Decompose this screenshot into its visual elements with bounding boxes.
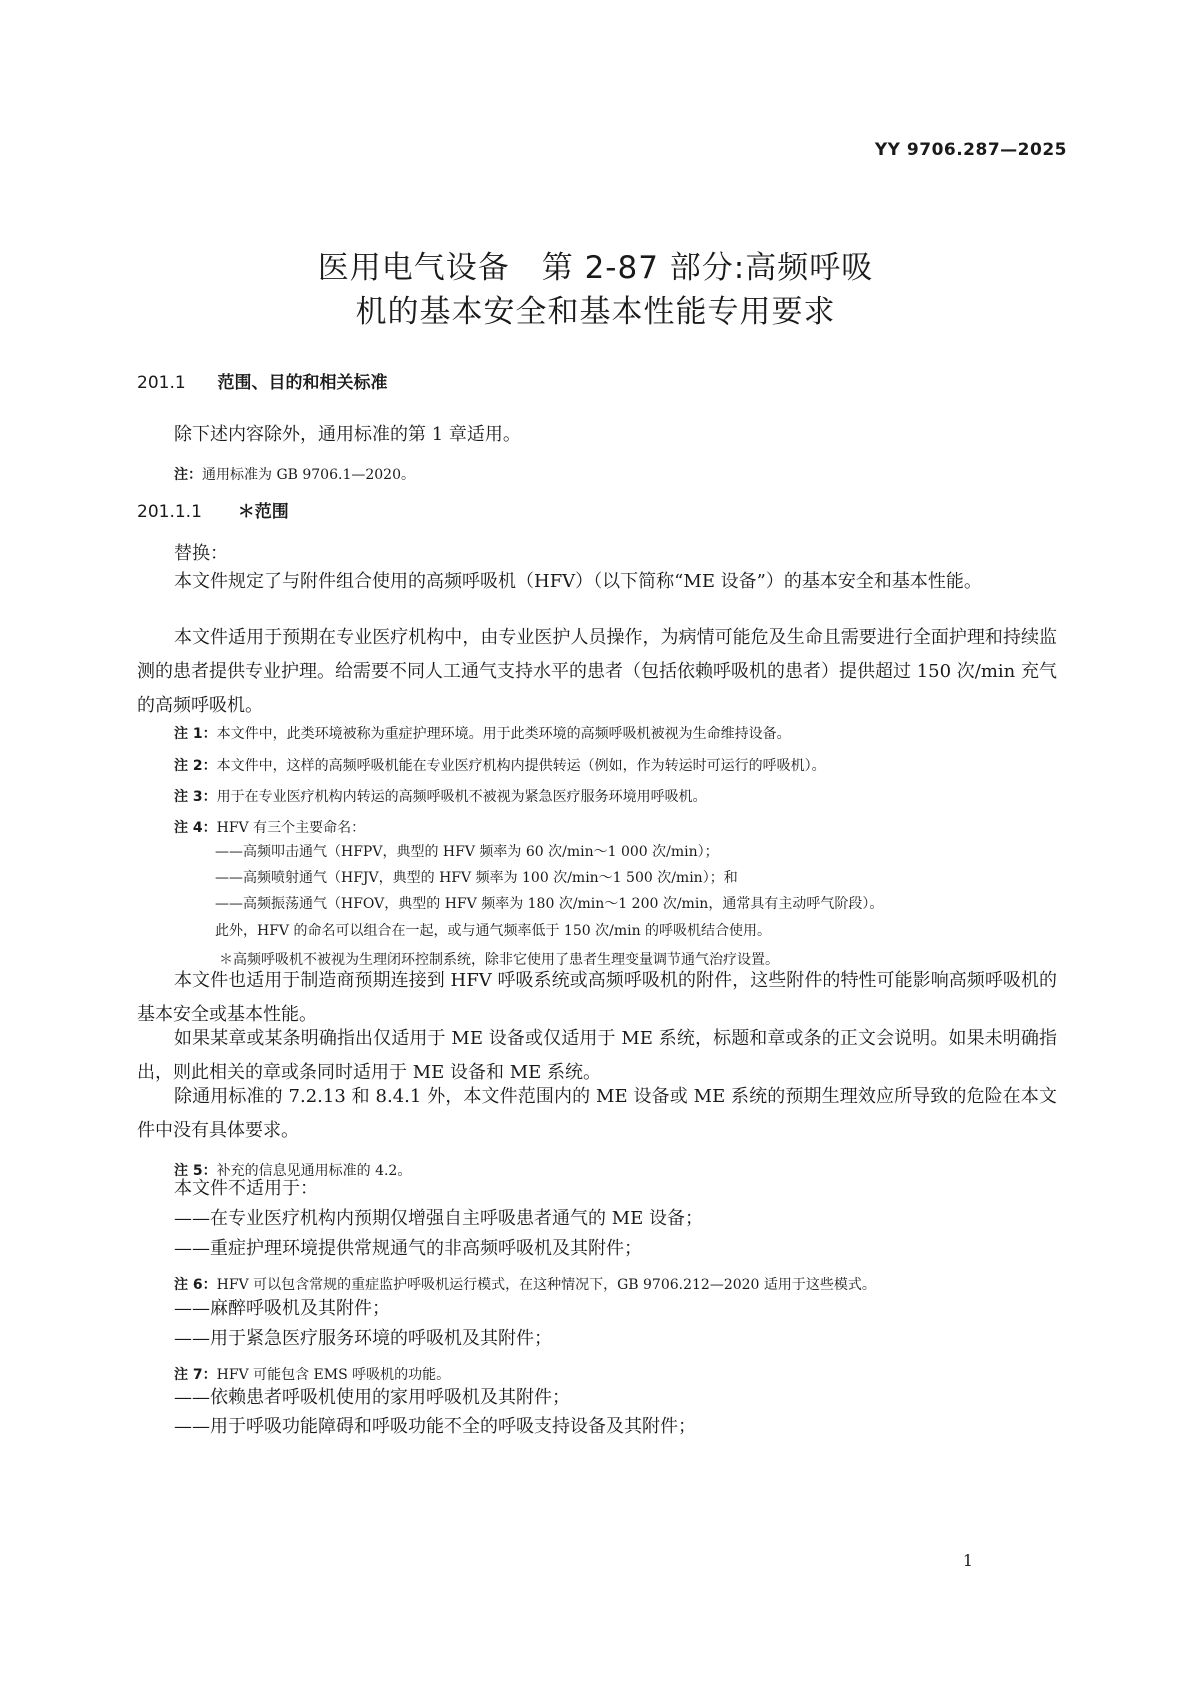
note-text: 本文件中，此类环境被称为重症护理环境。用于此类环境的高频呼吸机被视为生命维持设备。	[216, 726, 791, 742]
list-item: ——麻醉呼吸机及其附件；	[174, 1298, 390, 1319]
paragraph-3: 本文件也适用于制造商预期连接到 HFV 呼吸系统或高频呼吸机的附件，这些附件的特性可能影响高频呼吸机的基本安全或基本性能。	[137, 970, 1057, 1025]
note-4-extra: 此外，HFV 的命名可以组合在一起，或与通气频率低于 150 次/min 的呼吸机结合使用。	[215, 923, 772, 939]
paragraph: 除下述内容除外，通用标准的第 1 章适用。	[174, 424, 521, 445]
section-number: 201.1.1	[137, 502, 202, 522]
section-number: 201.1	[137, 373, 186, 393]
standard-code: YY 9706.287—2025	[874, 140, 1067, 160]
note-4-item: ——高频振荡通气（HFOV，典型的 HFV 频率为 180 次/min～1 200 次/min，通常具有主动呼气阶段）。	[215, 896, 884, 912]
note-label: 注 3：	[174, 789, 217, 805]
note-text: 通用标准为 GB 9706.1—2020。	[202, 467, 415, 483]
paragraph-2: 本文件适用于预期在专业医疗机构中，由专业医护人员操作，为病情可能危及生命且需要进行全面护理和持续监测的患者提供专业护理。给需要不同人工通气支持水平的患者（包括依赖呼吸机的患者）提供超过 150 次/min 充气的高频呼吸机。	[137, 627, 1057, 716]
section-heading-201-1	[137, 368, 388, 393]
note-text: 补充的信息见通用标准的 4.2。	[216, 1163, 412, 1179]
note-1	[174, 717, 791, 751]
document-title-line-1: 医用电气设备 第 2-87 部分:高频呼吸	[317, 250, 874, 286]
list-item: ——重症护理环境提供常规通气的非高频呼吸机及其附件；	[174, 1238, 642, 1259]
note-4-star: ＊高频呼吸机不被视为生理闭环控制系统，除非它使用了患者生理变量调节通气治疗设置。	[219, 952, 779, 968]
replace-label: 替换：	[174, 543, 228, 564]
list-item: ——在专业医疗机构内预期仅增强自主呼吸患者通气的 ME 设备；	[174, 1208, 704, 1229]
note	[174, 458, 415, 492]
list-item: ——用于呼吸功能障碍和呼吸功能不全的呼吸支持设备及其附件；	[174, 1416, 696, 1437]
note-text: HFV 可以包含常规的重症监护呼吸机运行模式，在这种情况下，GB 9706.212—2020 适用于这些模式。	[216, 1277, 876, 1293]
paragraph-4: 如果某章或某条明确指出仅适用于 ME 设备或仅适用于 ME 系统，标题和章或条的正文会说明。如果未明确指出，则此相关的章或条同时适用于 ME 设备和 ME 系统。	[137, 1028, 1057, 1083]
note-4-item: ——高频叩击通气（HFPV，典型的 HFV 频率为 60 次/min～1 000 次/min）；	[215, 844, 719, 860]
note-text: 用于在专业医疗机构内转运的高频呼吸机不被视为紧急医疗服务环境用呼吸机。	[216, 789, 707, 805]
note-text: HFV 可能包含 EMS 呼吸机的功能。	[216, 1367, 451, 1383]
document-title-line-2: 机的基本安全和基本性能专用要求	[355, 294, 836, 330]
note-label: 注 7：	[174, 1367, 217, 1383]
list-item: ——用于紧急医疗服务环境的呼吸机及其附件；	[174, 1328, 552, 1349]
note-text: HFV 有三个主要命名：	[216, 820, 366, 836]
note-label: 注 5：	[174, 1163, 217, 1179]
note-label: 注 2：	[174, 758, 217, 774]
note-label: 注 1：	[174, 726, 217, 742]
note-text: 本文件中，这样的高频呼吸机能在专业医疗机构内提供转运（例如，作为转运时可运行的呼吸机）。	[216, 758, 826, 774]
note-label: 注：	[174, 467, 202, 483]
paragraph-5: 除通用标准的 7.2.13 和 8.4.1 外，本文件范围内的 ME 设备或 ME 系统的预期生理效应所导致的危险在本文件中没有具体要求。	[137, 1086, 1057, 1141]
not-apply-intro: 本文件不适用于：	[174, 1178, 318, 1199]
page-number: 1	[962, 1551, 973, 1570]
list-item: ——依赖患者呼吸机使用的家用呼吸机及其附件；	[174, 1387, 570, 1408]
section-title: 范围、目的和相关标准	[217, 373, 388, 393]
section-title: ＊范围	[237, 502, 289, 522]
paragraph-1: 本文件规定了与附件组合使用的高频呼吸机（HFV）（以下简称“ME 设备”）的基本安全和基本性能。	[174, 571, 982, 592]
note-label: 注 6：	[174, 1277, 217, 1293]
section-heading-201-1-1	[137, 497, 289, 522]
note-2	[174, 749, 826, 783]
note-3	[174, 780, 707, 814]
note-label: 注 4：	[174, 820, 217, 836]
note-4-item: ——高频喷射通气（HFJV，典型的 HFV 频率为 100 次/min～1 500 次/min）；和	[215, 870, 738, 886]
